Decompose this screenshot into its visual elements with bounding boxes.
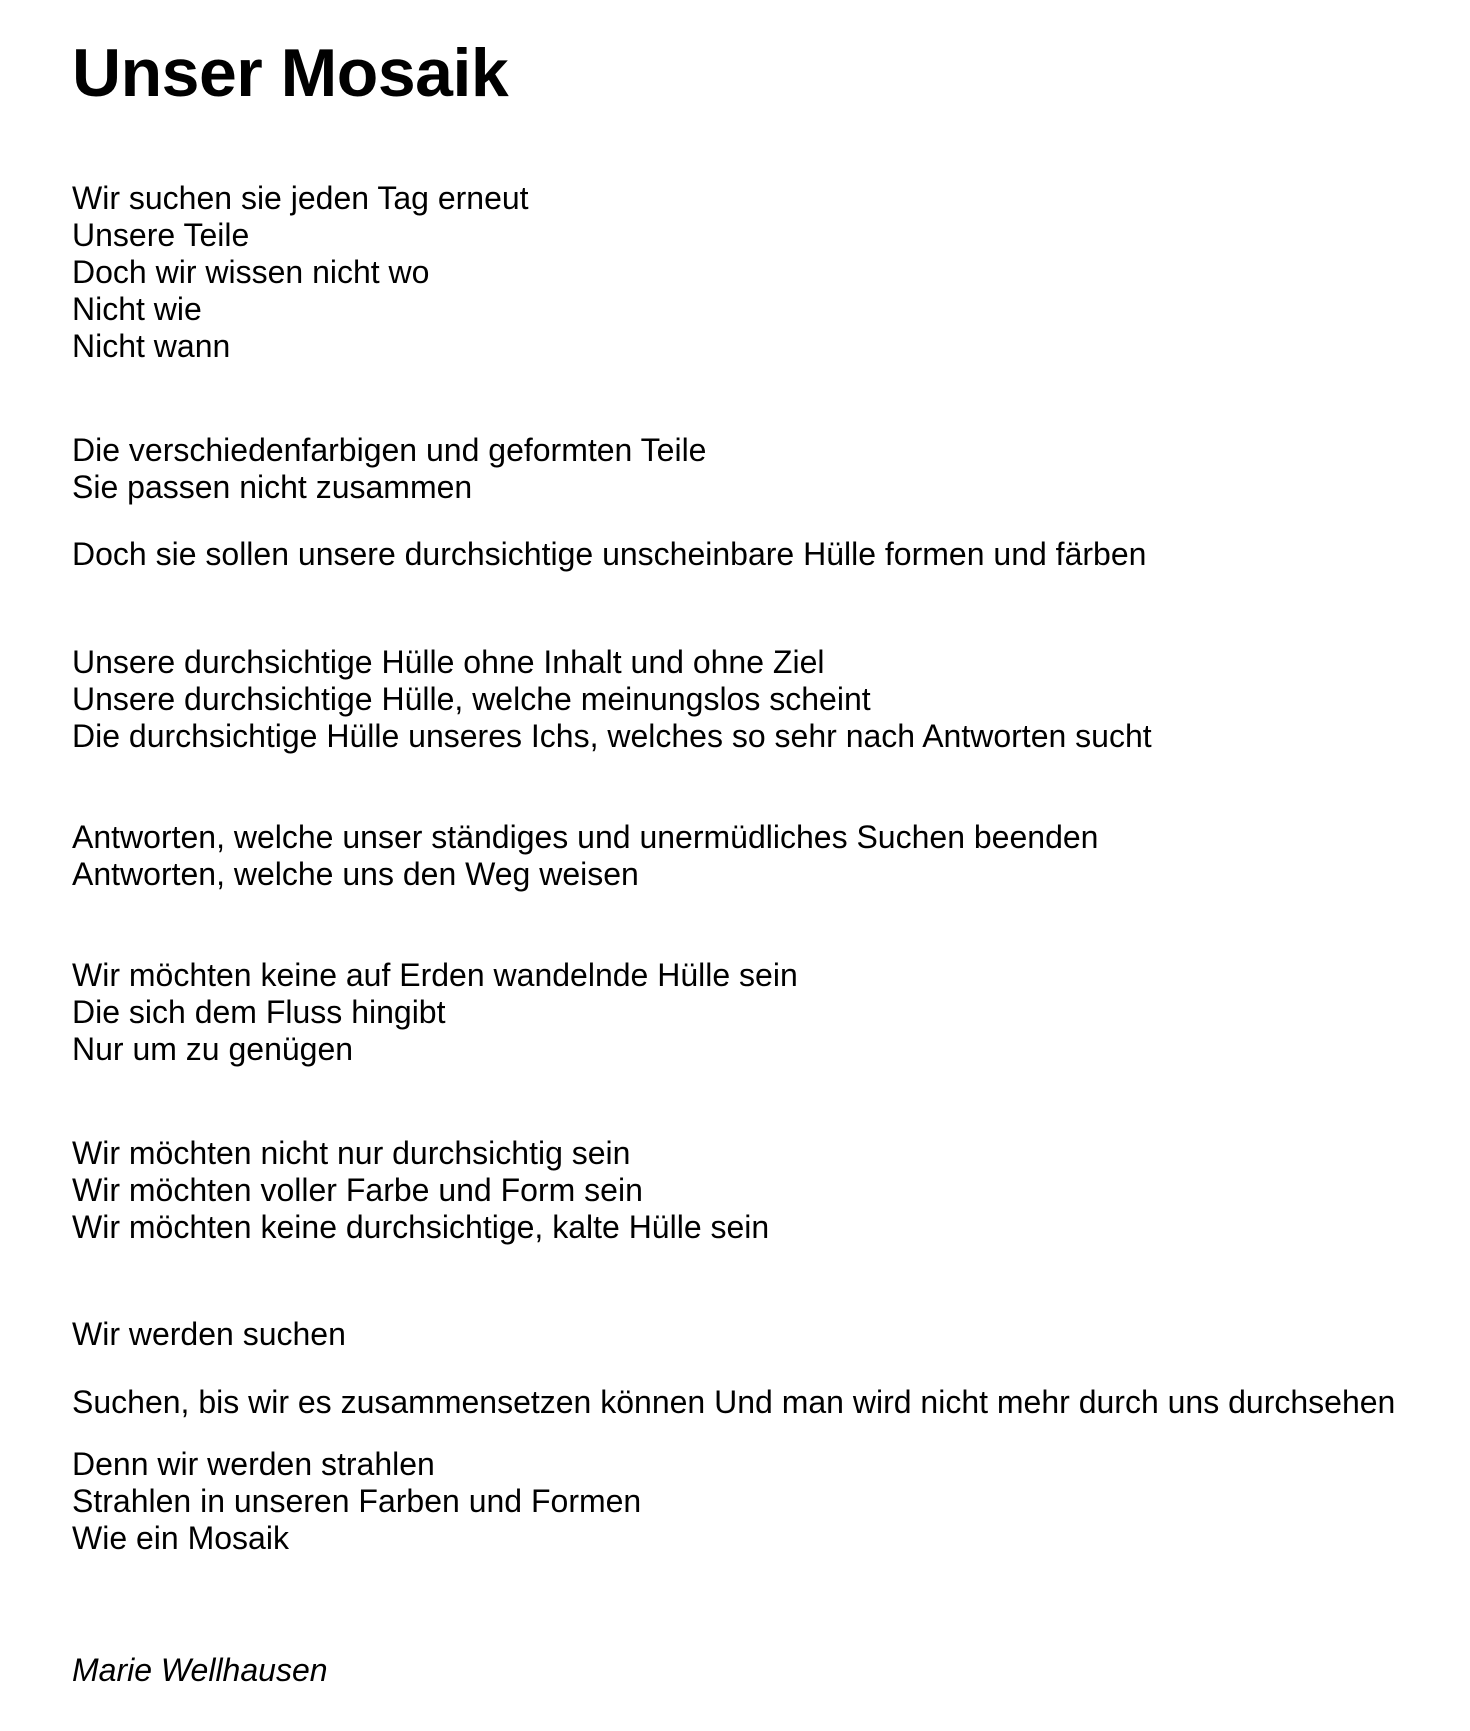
stanza-7 — [72, 1135, 1430, 1246]
poem-line: Die durchsichtige Hülle unseres Ichs, welches so sehr nach Antworten sucht — [72, 718, 1152, 754]
poem-line: Suchen, bis wir es zusammensetzen können Und man wird nicht mehr durch uns durchsehen — [72, 1384, 1396, 1420]
stanza-9 — [72, 1384, 1430, 1421]
poem-line: Sie passen nicht zusammen — [72, 469, 473, 505]
stanza-6 — [72, 957, 1430, 1068]
poem-line: Wir möchten keine auf Erden wandelnde Hülle sein — [72, 957, 798, 993]
stanza-8 — [72, 1316, 1430, 1353]
poem-line: Die sich dem Fluss hingibt — [72, 994, 446, 1030]
stanza-2 — [72, 432, 1430, 506]
stanza-3 — [72, 536, 1430, 573]
poem-line: Wir möchten nicht nur durchsichtig sein — [72, 1135, 631, 1171]
poem-line: Wir werden suchen — [72, 1316, 346, 1352]
poem-line: Antworten, welche unser ständiges und unermüdliches Suchen beenden — [72, 819, 1099, 855]
poem-line: Denn wir werden strahlen — [72, 1446, 435, 1482]
poem-line: Nur um zu genügen — [72, 1031, 354, 1067]
poem-line: Wir möchten keine durchsichtige, kalte Hülle sein — [72, 1209, 770, 1245]
poem-line: Strahlen in unseren Farben und Formen — [72, 1483, 642, 1519]
poem-line: Unsere durchsichtige Hülle, welche meinungslos scheint — [72, 681, 871, 717]
poem-line: Nicht wie — [72, 291, 202, 327]
poem-line: Nicht wann — [72, 328, 231, 364]
poem-line: Unsere Teile — [72, 217, 250, 253]
poem-title: Unser Mosaik — [72, 35, 509, 111]
poem-line: Wir suchen sie jeden Tag erneut — [72, 180, 529, 216]
stanza-4 — [72, 644, 1430, 755]
poem-line: Unsere durchsichtige Hülle ohne Inhalt und ohne Ziel — [72, 644, 825, 680]
author-name: Marie Wellhausen — [72, 1652, 328, 1688]
poem-line: Wir möchten voller Farbe und Form sein — [72, 1172, 643, 1208]
poem-line: Wie ein Mosaik — [72, 1520, 289, 1556]
stanza-1 — [72, 180, 1430, 365]
stanza-5 — [72, 819, 1430, 893]
poem-line: Die verschiedenfarbigen und geformten Teile — [72, 432, 707, 468]
poem-line: Antworten, welche uns den Weg weisen — [72, 856, 639, 892]
stanza-10 — [72, 1446, 1430, 1557]
poem-line: Doch sie sollen unsere durchsichtige unscheinbare Hülle formen und färben — [72, 536, 1147, 572]
poem-line: Doch wir wissen nicht wo — [72, 254, 430, 290]
